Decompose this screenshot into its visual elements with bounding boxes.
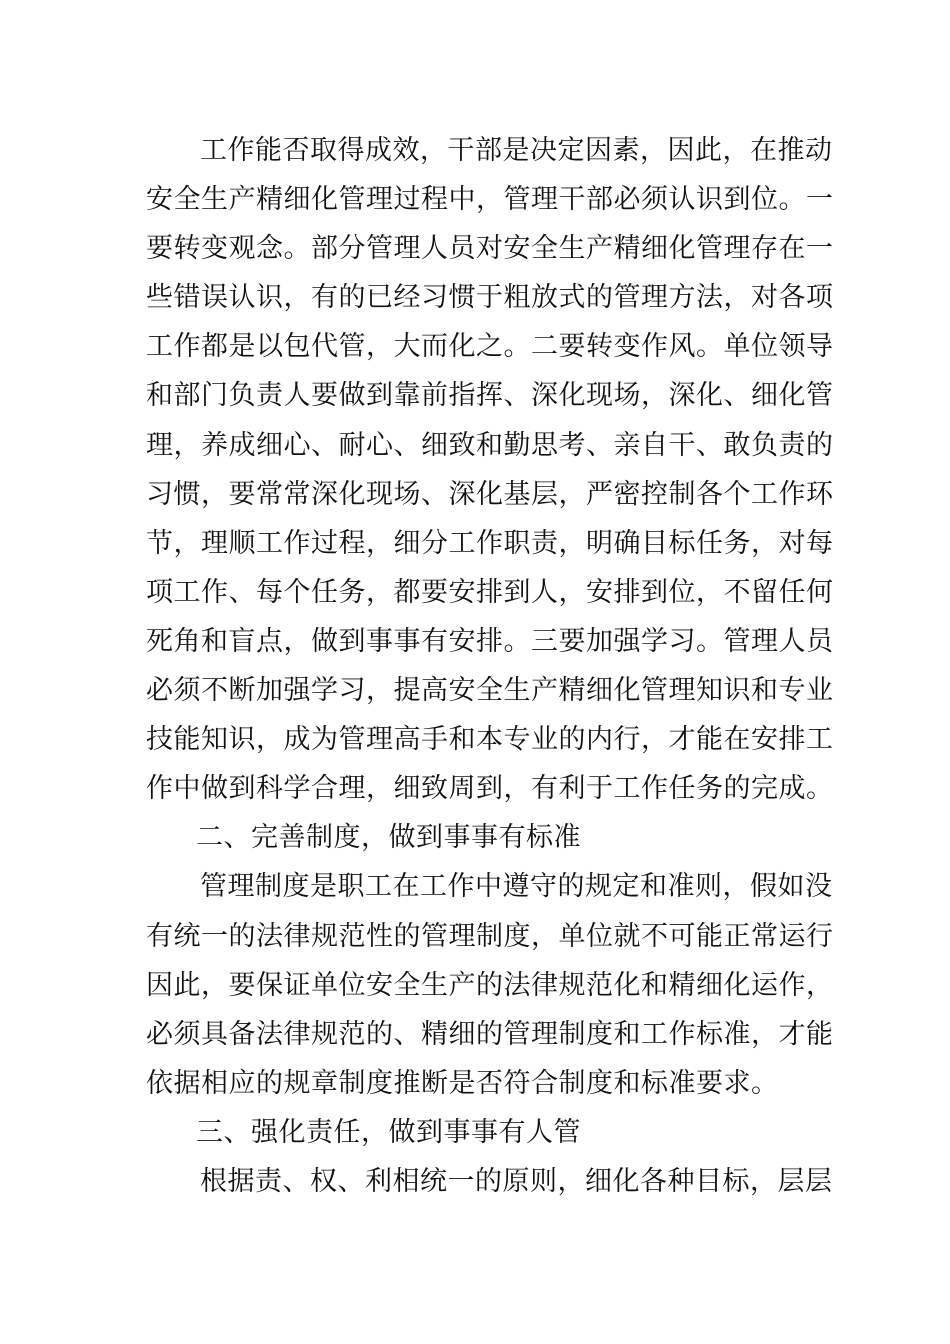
paragraph-line: 依据相应的规章制度推断是否符合制度和标准要求。 (146, 1067, 779, 1099)
paragraph-1 (146, 126, 834, 813)
document-body (146, 126, 834, 1206)
section-heading-3: 三、强化责任，做到事事有人管 (196, 1116, 581, 1148)
paragraph-line: 必须具备法律规范的、精细的管理制度和工作标准，才能 (146, 1018, 834, 1050)
paragraph-line: 必须不断加强学习，提高安全生产精细化管理知识和专业 (146, 675, 834, 707)
paragraph-line: 死角和盲点，做到事事有安排。三要加强学习。管理人员 (146, 625, 834, 657)
paragraph-line: 工作都是以包代管，大而化之。二要转变作风。单位领导 (146, 331, 834, 363)
paragraph-line: 些错误认识，有的已经习惯于粗放式的管理方法，对各项 (146, 282, 834, 314)
paragraph-line: 作中做到科学合理，细致周到，有利于工作任务的完成。 (146, 773, 834, 805)
paragraph-line: 管理制度是职工在工作中遵守的规定和准则，假如没 (200, 871, 833, 903)
paragraph-line: 安全生产精细化管理过程中，管理干部必须认识到位。一 (146, 184, 834, 216)
paragraph-2 (146, 862, 834, 1107)
paragraph-line: 习惯，要常常深化现场、深化基层，严密控制各个工作环 (146, 478, 834, 510)
paragraph-line: 工作能否取得成效，干部是决定因素，因此，在推动 (200, 135, 833, 166)
paragraph-line: 和部门负责人要做到靠前指挥、深化现场，深化、细化管 (146, 380, 834, 412)
section-heading-2: 二、完善制度，做到事事有标准 (196, 822, 581, 854)
paragraph-line: 技能知识，成为管理高手和本专业的内行，才能在安排工 (146, 724, 834, 756)
paragraph-line: 根据责、权、利相统一的原则，细化各种目标，层层 (200, 1165, 833, 1197)
paragraph-3 (146, 1157, 833, 1206)
paragraph-line: 节，理顺工作过程，细分工作职责，明确目标任务，对每 (146, 527, 834, 559)
paragraph-line: 项工作、每个任务，都要安排到人，安排到位，不留任何 (146, 576, 834, 608)
paragraph-line: 因此，要保证单位安全生产的法律规范化和精细化运作， (146, 969, 834, 1001)
paragraph-line: 有统一的法律规范性的管理制度，单位就不可能正常运行 (146, 920, 834, 952)
paragraph-line: 要转变观念。部分管理人员对安全生产精细化管理存在一 (146, 233, 834, 265)
paragraph-line: 理，养成细心、耐心、细致和勤思考、亲自干、敢负责的 (146, 429, 834, 461)
